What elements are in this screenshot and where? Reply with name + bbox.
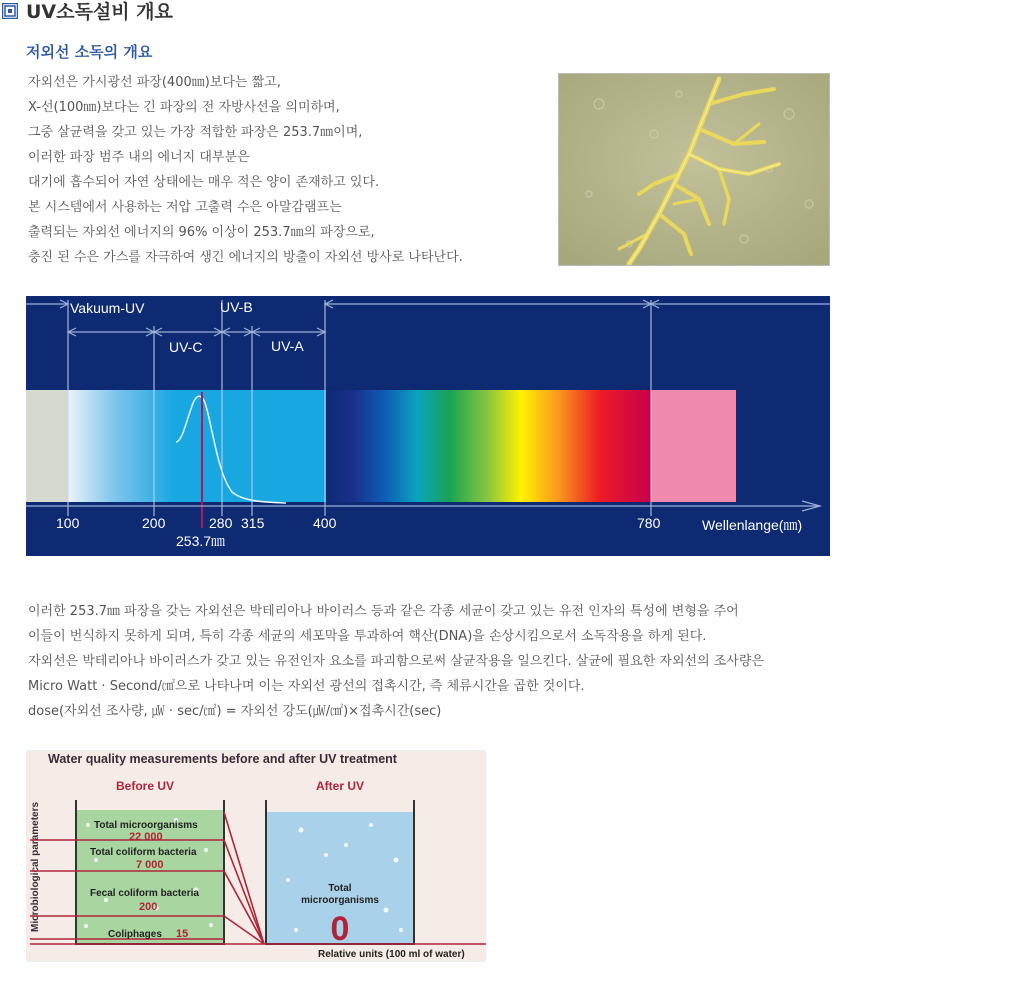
intro-line: X-선(100㎚)보다는 긴 파장의 전 자방사선을 의미하며, (28, 100, 340, 115)
tick-label: 100 (56, 515, 80, 531)
intro-line: 대기에 흡수되어 자연 상태에는 매우 적은 양이 존재하고 있다. (28, 175, 380, 190)
tick-label: 780 (637, 515, 661, 531)
intro-line: 출력되는 자외선 에너지의 96% 이상이 253.7㎚의 파장으로, (28, 225, 375, 240)
section-bullet-icon (2, 3, 18, 19)
body-line: Micro Watt · Second/㎠으로 나타나며 이는 자외선 광선의 접촉시간, 즉 체류시간을 곱한 것이다. (28, 679, 585, 694)
body-line: 이들이 번식하지 못하게 되며, 특히 각종 세균의 세포막을 투과하여 핵산(DNA)을 손상시킴으로서 소독작용을 하게 된다. (28, 629, 707, 644)
tick-label: 315 (241, 515, 265, 531)
before-item-value: 22 000 (129, 831, 163, 843)
band-label-uv-b: UV-B (220, 299, 253, 315)
before-item-value: 7 000 (136, 859, 164, 871)
body-line: 자외선은 박테리아나 바이러스가 갖고 있는 유전인자 요소를 파괴함으로써 살균작용을 일으킨다. 살균에 필요한 자외선의 조사량은 (28, 654, 764, 669)
before-item-label: Fecal coliform bacteria (90, 888, 199, 899)
tick-label: 200 (142, 515, 166, 531)
peak-label: 253.7㎚ (176, 533, 226, 549)
tick-label: 400 (313, 515, 337, 531)
page-title: UV소독설비 개요 (26, 1, 173, 23)
body-line: 이러한 253.7㎚ 파장을 갖는 자외선은 박테리아나 바이러스 등과 같은 각종 세균이 갖고 있는 유전 인자의 특성에 변형을 주어 (28, 604, 739, 619)
section-title: 저외선 소독의 개요 (26, 43, 153, 61)
intro-line: 그중 살균력을 갖고 있는 가장 적합한 파장은 253.7㎚이며, (28, 125, 363, 140)
before-item-label: Total microorganisms (94, 820, 198, 831)
microorganism-photo (558, 73, 830, 266)
body-line: dose(자외선 조사량, ㎼ · sec/㎠) = 자외선 강도(㎼/㎠)×접촉시간(sec) (28, 704, 442, 719)
after-item-label: Total (328, 883, 352, 894)
x-axis-label: Relative units (100 ml of water) (318, 949, 465, 960)
water-chart-title: Water quality measurements before and after UV treatment (48, 752, 397, 766)
intro-line: 충진 된 수은 가스를 자극하여 생긴 에너지의 방출이 자외선 방사로 나타난다. (28, 250, 463, 265)
after-item-value: 0 (330, 910, 350, 948)
band-label-uv-a: UV-A (271, 338, 304, 354)
after-uv-label: After UV (316, 779, 365, 793)
axis-label: Wellenlange(㎚) (702, 517, 803, 533)
intro-line: 이러한 파장 범주 내의 에너지 대부분은 (28, 150, 250, 165)
before-item-label: Coliphages (108, 929, 162, 940)
intro-line: 본 시스템에서 사용하는 저압 고출력 수은 아말감램프는 (28, 200, 342, 215)
band-label-uv-c: UV-C (169, 339, 203, 355)
before-item-label: Total coliform bacteria (90, 847, 197, 858)
uv-spectrum-diagram (26, 296, 830, 556)
y-axis-label: Microbiological parameters (30, 801, 41, 932)
tick-label: 280 (209, 515, 233, 531)
before-item-value: 200 (139, 901, 158, 913)
before-uv-label: Before UV (116, 779, 175, 793)
before-item-value: 15 (176, 928, 189, 940)
band-label-vakuum-uv: Vakuum-UV (70, 300, 145, 316)
water-quality-figure (26, 750, 486, 962)
after-item-label: microorganisms (301, 895, 379, 906)
intro-line: 자외선은 가시광선 파장(400㎚)보다는 짧고, (28, 75, 281, 90)
